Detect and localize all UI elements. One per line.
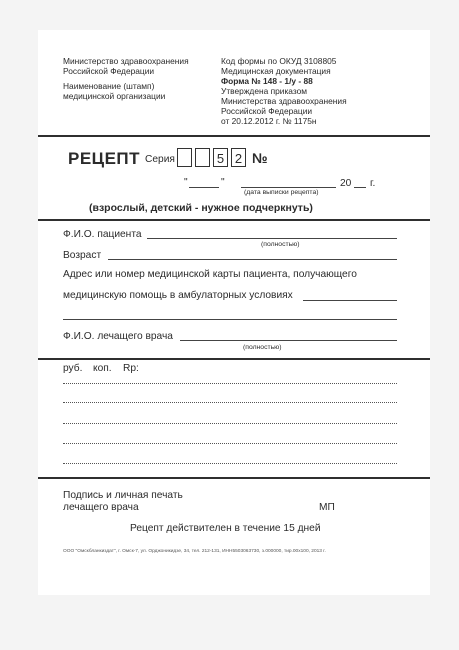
rx-line[interactable] bbox=[63, 383, 397, 384]
address-label: медицинскую помощь в амбулаторных условиях bbox=[63, 290, 293, 301]
kop-label: коп. bbox=[93, 363, 112, 374]
date-quote: " bbox=[221, 177, 225, 188]
series-box[interactable]: 5 bbox=[213, 148, 228, 167]
number-sign: № bbox=[252, 150, 268, 166]
date-quote: " bbox=[184, 177, 188, 188]
series-box[interactable]: 2 bbox=[231, 148, 246, 167]
order-line: Утверждена приказом bbox=[221, 86, 308, 96]
ministry-line: Министерство здравоохранения bbox=[63, 56, 189, 66]
patient-name-label: Ф.И.О. пациента bbox=[63, 229, 142, 240]
rp-label: Rp: bbox=[123, 363, 139, 374]
printer-footer: ООО "Омскбланкиздат", г. Омск-7, ул. Орджоникидзе, 34, тел. 212-131, ИНН5503063730, з.000000, тир.00х100, 2013 г. bbox=[63, 549, 326, 554]
okud-code: Код формы по ОКУД 3108805 bbox=[221, 56, 337, 66]
divider bbox=[38, 477, 430, 479]
org-stamp-label: Наименование (штамп) bbox=[63, 81, 155, 91]
prescription-form bbox=[38, 30, 430, 595]
order-date: от 20.12.2012 г. № 1175н bbox=[221, 116, 317, 126]
patient-name-caption: (полностью) bbox=[261, 241, 300, 248]
stamp-place-label: МП bbox=[319, 502, 335, 513]
form-number: Форма № 148 - 1/у - 88 bbox=[221, 76, 313, 86]
age-field[interactable] bbox=[108, 259, 397, 260]
rx-line[interactable] bbox=[63, 443, 397, 444]
ministry-line: Российской Федерации bbox=[63, 66, 155, 76]
doctor-name-label: Ф.И.О. лечащего врача bbox=[63, 331, 173, 342]
ministry-block bbox=[63, 56, 189, 101]
doctor-name-field[interactable] bbox=[180, 340, 397, 341]
date-month-field[interactable] bbox=[241, 187, 336, 188]
divider bbox=[38, 219, 430, 221]
address-field[interactable] bbox=[303, 300, 397, 301]
top-divider bbox=[38, 135, 430, 137]
doc-type: Медицинская документация bbox=[221, 66, 331, 76]
rx-line[interactable] bbox=[63, 423, 397, 424]
signature-line: лечащего врача bbox=[63, 502, 139, 513]
order-line: Российской Федерации bbox=[221, 106, 313, 116]
rub-label: руб. bbox=[63, 363, 83, 374]
series-box[interactable] bbox=[177, 148, 192, 167]
date-year-suffix: г. bbox=[370, 178, 376, 189]
patient-name-field[interactable] bbox=[147, 238, 397, 239]
date-year-field[interactable] bbox=[354, 187, 366, 188]
rx-line[interactable] bbox=[63, 402, 397, 403]
order-line: Министерства здравоохранения bbox=[221, 96, 347, 106]
date-caption: (дата выписки рецепта) bbox=[244, 189, 319, 196]
date-day-field[interactable] bbox=[189, 187, 219, 188]
date-year-prefix: 20 bbox=[340, 178, 352, 189]
series-box[interactable] bbox=[195, 148, 210, 167]
validity-note: Рецепт действителен в течение 15 дней bbox=[130, 523, 321, 534]
doctor-name-caption: (полностью) bbox=[243, 344, 282, 351]
org-stamp-label: медицинской организации bbox=[63, 91, 166, 101]
rx-line[interactable] bbox=[63, 463, 397, 464]
signature-label bbox=[63, 490, 183, 514]
age-label: Возраст bbox=[63, 250, 102, 261]
address-field[interactable] bbox=[63, 319, 397, 320]
address-label: Адрес или номер медицинской карты пациента, получающего bbox=[63, 269, 357, 280]
form-code-block bbox=[221, 56, 347, 126]
signature-line: Подпись и личная печать bbox=[63, 490, 183, 501]
form-title: РЕЦЕПТ bbox=[68, 149, 141, 168]
series-label: Серия bbox=[145, 154, 175, 165]
category-note: (взрослый, детский - нужное подчеркнуть) bbox=[89, 202, 313, 214]
divider bbox=[38, 358, 430, 360]
